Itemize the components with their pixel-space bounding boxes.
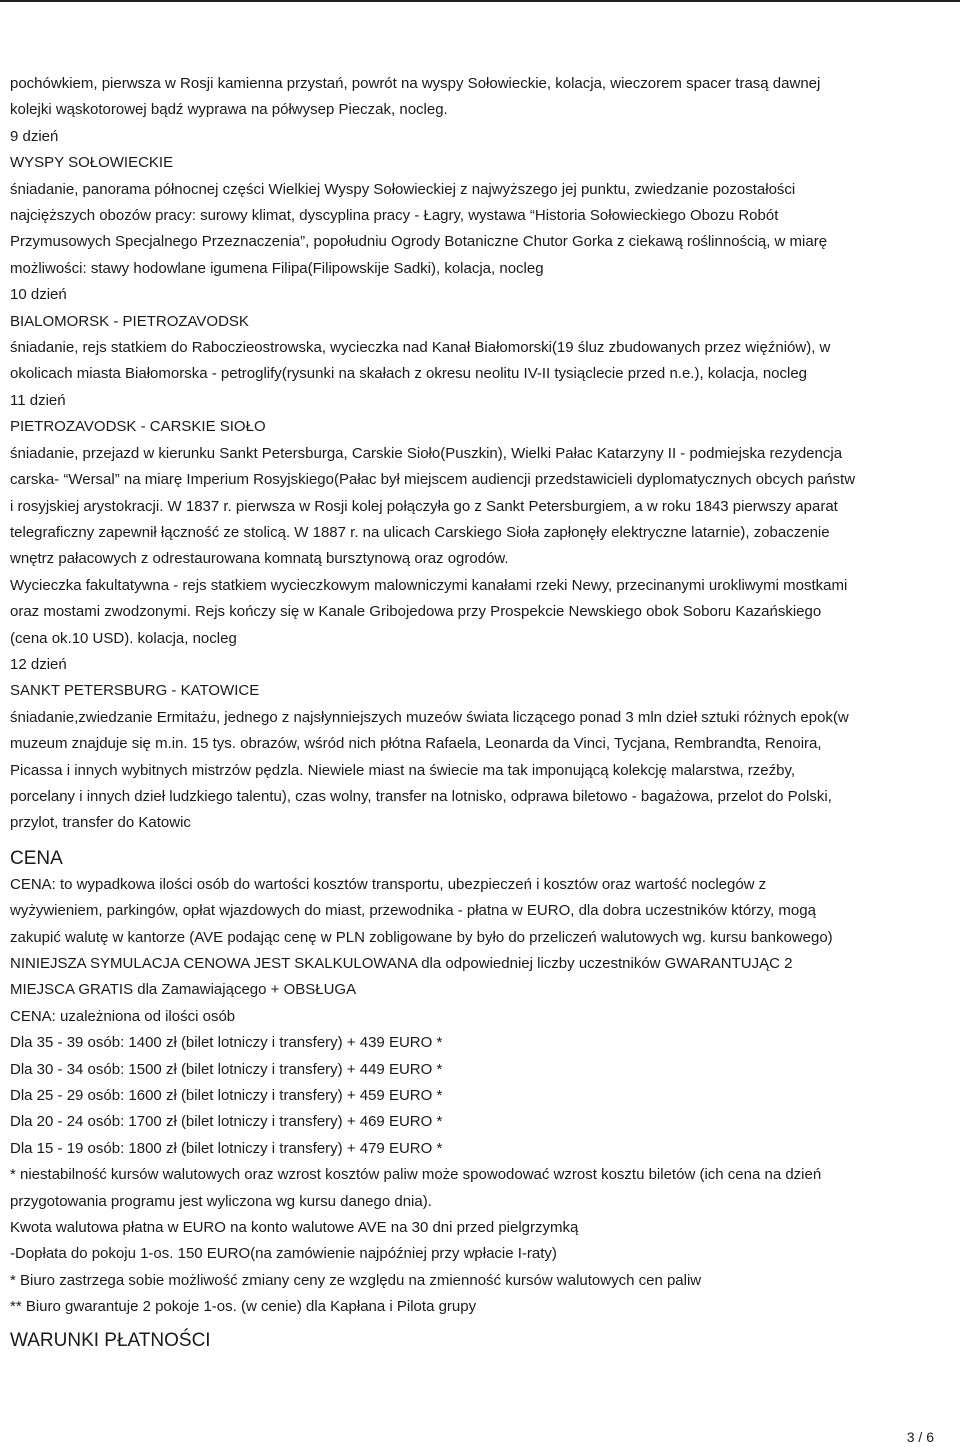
- cena-line: przygotowania programu jest wyliczona wg kursu danego dnia).: [10, 1192, 432, 1210]
- cena-line: zakupić walutę w kantorze (AVE podając cenę w PLN zobligowane by było do przeliczeń walutowych wg. kursu bankowego): [10, 928, 833, 946]
- itinerary-line: kolejki wąskotorowej bądź wyprawa na półwysep Pieczak, nocleg.: [10, 101, 448, 119]
- cena-section: [10, 872, 950, 1321]
- itinerary-section: [10, 71, 950, 837]
- cena-line: ** Biuro gwarantuje 2 pokoje 1-os. (w cenie) dla Kapłana i Pilota grupy: [10, 1298, 477, 1316]
- itinerary-line: wnętrz pałacowych z odrestaurowana komnatą bursztynową oraz ogrodów.: [10, 550, 509, 568]
- cena-line: Dla 35 - 39 osób: 1400 zł (bilet lotniczy i transfery) + 439 EURO *: [10, 1034, 443, 1052]
- itinerary-line: Picassa i innych wybitnych mistrzów pędzla. Niewiele miast na świecie ma tak imponującą kolekcję malarstwa, rzeźby,: [10, 761, 796, 779]
- cena-line: Dla 20 - 24 osób: 1700 zł (bilet lotniczy i transfery) + 469 EURO *: [10, 1113, 443, 1131]
- cena-line: NINIEJSZA SYMULACJA CENOWA JEST SKALKULOWANA dla odpowiedniej liczby uczestników GWARANTUJĄC 2: [10, 955, 793, 972]
- itinerary-line: okolicach miasta Białomorska - petroglify(rysunki na skałach z okresu neolitu IV-II tysiąclecie przed n.e.), kolacja, nocleg: [10, 365, 808, 383]
- itinerary-line: PIETROZAVODSK - CARSKIE SIOŁO: [10, 418, 266, 436]
- itinerary-line: oraz mostami zwodzonymi. Rejs kończy się w Kanale Gribojedowa przy Prospekcie Newskiego obok Soboru Kazańskiego: [10, 603, 822, 621]
- cena-line: * niestabilność kursów walutowych oraz wzrost kosztów paliw może spowodować wzrost kosztu biletów (ich cena na dzień: [10, 1166, 822, 1184]
- itinerary-line: porcelany i innych dzieł ludzkiego talentu), czas wolny, transfer na lotnisko, odprawa biletowo - bagażowa, przelot do Polski,: [10, 787, 832, 805]
- cena-heading: CENA: [10, 847, 63, 869]
- cena-line: * Biuro zastrzega sobie możliwość zmiany ceny ze względu na zmienność kursów walutowych cen paliw: [10, 1271, 702, 1289]
- cena-line: Dla 15 - 19 osób: 1800 zł (bilet lotniczy i transfery) + 479 EURO *: [10, 1139, 443, 1157]
- itinerary-line: Wycieczka fakultatywna - rejs statkiem wycieczkowym malowniczymi kanałami rzeki Newy, przecinanymi urokliwymi mostkami: [10, 576, 848, 594]
- itinerary-line: muzeum znajduje się m.in. 15 tys. obrazów, wśród nich płótna Rafaela, Leonarda da Vinci, Tycjana, Rembrandta, Renoira,: [10, 735, 822, 753]
- itinerary-line: śniadanie,zwiedzanie Ermitażu, jednego z najsłynniejszych muzeów świata liczącego ponad 3 mln dzieł sztuki różnych epok(w: [10, 708, 849, 726]
- cena-line: CENA: uzależniona od ilości osób: [10, 1007, 236, 1025]
- itinerary-line: przylot, transfer do Katowic: [10, 814, 191, 832]
- itinerary-line: możliwości: stawy hodowlane igumena Filipa(Filipowskije Sadki), kolacja, nocleg: [10, 259, 544, 277]
- itinerary-line: SANKT PETERSBURG - KATOWICE: [10, 682, 260, 700]
- itinerary-line: śniadanie, rejs statkiem do Raboczieostrowska, wycieczka nad Kanał Białomorski(19 śluz zbudowanych przez więźniów), w: [10, 339, 831, 357]
- warunki-heading: WARUNKI PŁATNOŚCI: [10, 1329, 211, 1351]
- page-number: 3 / 6: [906, 1429, 934, 1445]
- itinerary-line: 11 dzień: [10, 391, 66, 409]
- cena-line: MIEJSCA GRATIS dla Zamawiającego + OBSŁUGA: [10, 981, 357, 999]
- cena-line: Kwota walutowa płatna w EURO na konto walutowe AVE na 30 dni przed pielgrzymką: [10, 1219, 579, 1237]
- itinerary-line: pochówkiem, pierwsza w Rosji kamienna przystań, powrót na wyspy Sołowieckie, kolacja, wieczorem spacer trasą dawnej: [10, 75, 821, 92]
- itinerary-line: carska- “Wersal” na miarę Imperium Rosyjskiego(Pałac był miejscem audiencji przedstawicieli dyplomatycznych obcych państw: [10, 471, 856, 489]
- itinerary-line: (cena ok.10 USD). kolacja, nocleg: [10, 629, 237, 647]
- itinerary-line: i rosyjskiej arystokracji. W 1837 r. pierwsza w Rosji kolej połączyła go z Sankt Petersburgiem, a w roku 1843 pierwszy aparat: [10, 497, 838, 515]
- cena-line: CENA: to wypadkowa ilości osób do wartości kosztów transportu, ubezpieczeń i kosztów oraz wartość noclegów z: [10, 875, 767, 893]
- top-rule: [0, 0, 960, 2]
- itinerary-line: Przymusowych Specjalnego Przeznaczenia”, popołudniu Ogrody Botaniczne Chutor Gorka z ciekawą roślinnością, w miarę: [10, 233, 828, 251]
- itinerary-line: śniadanie, panorama północnej części Wielkiej Wyspy Sołowieckiej z najwyższego jej punktu, zwiedzanie pozostałości: [10, 180, 796, 198]
- itinerary-line: 12 dzień: [10, 655, 67, 673]
- cena-line: Dla 25 - 29 osób: 1600 zł (bilet lotniczy i transfery) + 459 EURO *: [10, 1087, 443, 1105]
- itinerary-line: śniadanie, przejazd w kierunku Sankt Petersburga, Carskie Sioło(Puszkin), Wielki Pałac Katarzyny II - podmiejska rezydencja: [10, 444, 843, 462]
- itinerary-line: najcięższych obozów pracy: surowy klimat, dyscyplina pracy - Łagry, wystawa “Historia Sołowieckiego Obozu Robót: [10, 207, 779, 225]
- itinerary-line: 10 dzień: [10, 286, 67, 304]
- itinerary-line: telegraficzny zapewnił łączność ze stolicą. W 1887 r. na ulicach Carskiego Sioła zapłonęły elektryczne latarnie), zobaczenie: [10, 523, 830, 541]
- cena-line: -Dopłata do pokoju 1-os. 150 EURO(na zamówienie najpóźniej przy wpłacie I-raty): [10, 1245, 557, 1263]
- itinerary-line: BIALOMORSK - PIETROZAVODSK: [10, 312, 249, 330]
- cena-line: Dla 30 - 34 osób: 1500 zł (bilet lotniczy i transfery) + 449 EURO *: [10, 1060, 443, 1078]
- itinerary-line: 9 dzień: [10, 127, 59, 145]
- itinerary-line: WYSPY SOŁOWIECKIE: [10, 154, 174, 172]
- cena-line: wyżywieniem, parkingów, opłat wjazdowych do miast, przewodnika - płatna w EURO, dla dobra uczestników którzy, mogą: [10, 902, 816, 920]
- document-body: [10, 71, 950, 1354]
